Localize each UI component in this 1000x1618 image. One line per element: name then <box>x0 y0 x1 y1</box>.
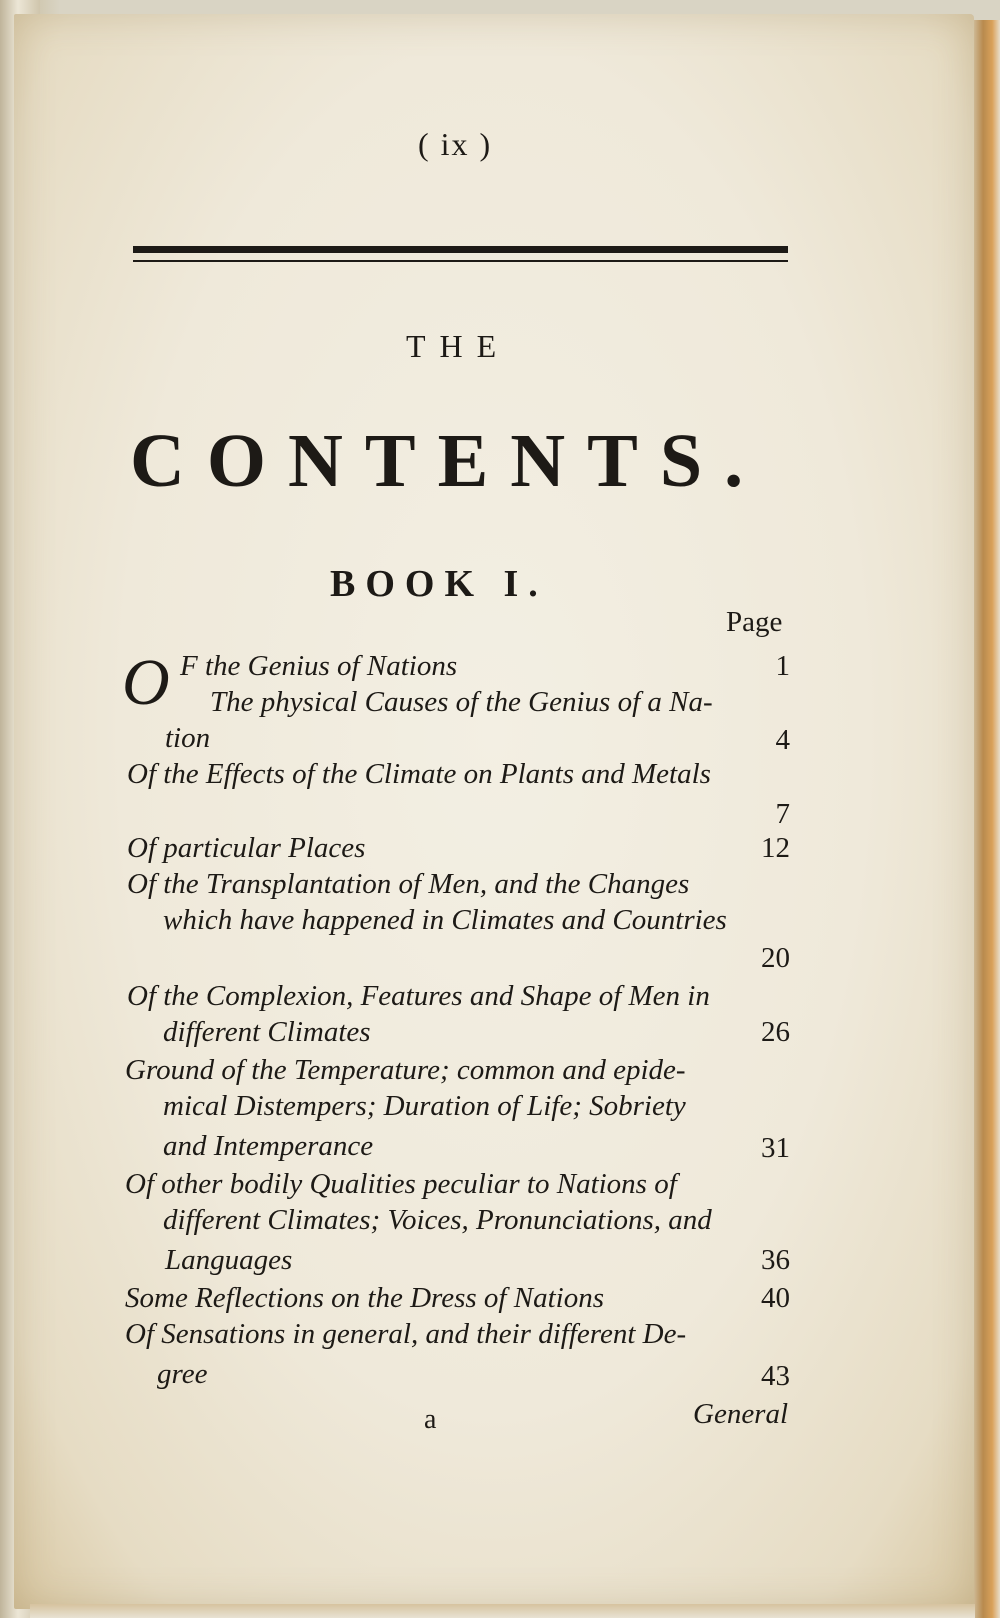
signature-mark: a <box>424 1404 437 1435</box>
toc-entry-line: F the Genius of Nations <box>180 650 458 682</box>
toc-entry-line: Some Reflections on the Dress of Nations <box>125 1282 604 1314</box>
toc-entry-line: and Intemperance <box>163 1130 374 1162</box>
toc-page-number: 26 <box>761 1016 790 1048</box>
page-bottom-edge <box>30 1604 975 1618</box>
title-contents: CONTENTS. <box>130 419 766 503</box>
toc-page-number: 36 <box>761 1244 790 1276</box>
toc-entry-line: different Climates <box>163 1016 371 1048</box>
book-heading: BOOK I. <box>330 563 548 605</box>
toc-entry-line: which have happened in Climates and Countries <box>163 904 727 936</box>
toc-page-number: 1 <box>775 650 790 682</box>
page-column-label: Page <box>726 606 783 638</box>
toc-entry-line: mical Distempers; Duration of Life; Sobriety <box>163 1090 686 1122</box>
header-rule-thick <box>133 246 788 253</box>
toc-entry-line: tion <box>165 722 211 754</box>
toc-entry-line: Ground of the Temperature; common and epide- <box>125 1054 686 1086</box>
toc-entry-line: different Climates; Voices, Pronunciations, and <box>163 1204 712 1236</box>
toc-entry-line: Of other bodily Qualities peculiar to Nations of <box>125 1168 677 1200</box>
toc-entry-line: The physical Causes of the Genius of a Na- <box>210 686 713 718</box>
toc-entry-line: Of the Complexion, Features and Shape of Men in <box>127 980 710 1012</box>
header-rule-thin <box>133 260 788 262</box>
toc-entry-line: Languages <box>165 1244 293 1276</box>
drop-cap: O <box>122 646 170 719</box>
toc-page-number: 43 <box>761 1360 790 1392</box>
toc-page-number: 7 <box>775 798 790 830</box>
toc-page-number: 40 <box>761 1282 790 1314</box>
toc-page-number: 4 <box>775 724 790 756</box>
toc-entry-line: Of the Transplantation of Men, and the Changes <box>127 868 690 900</box>
toc-entry-line: gree <box>157 1358 208 1390</box>
catchword: General <box>693 1398 789 1430</box>
toc-page-number: 31 <box>761 1132 790 1164</box>
title-the: THE <box>406 328 511 364</box>
toc-entry-line: Of particular Places <box>127 832 366 864</box>
toc-page-number: 12 <box>761 832 790 864</box>
toc-entry-line: Of the Effects of the Climate on Plants and Metals <box>127 758 711 790</box>
page-fore-edge <box>974 20 1000 1618</box>
toc-entry-line: Of Sensations in general, and their different De- <box>125 1318 687 1350</box>
page-folio: ( ix ) <box>418 126 493 162</box>
toc-page-number: 20 <box>761 942 790 974</box>
